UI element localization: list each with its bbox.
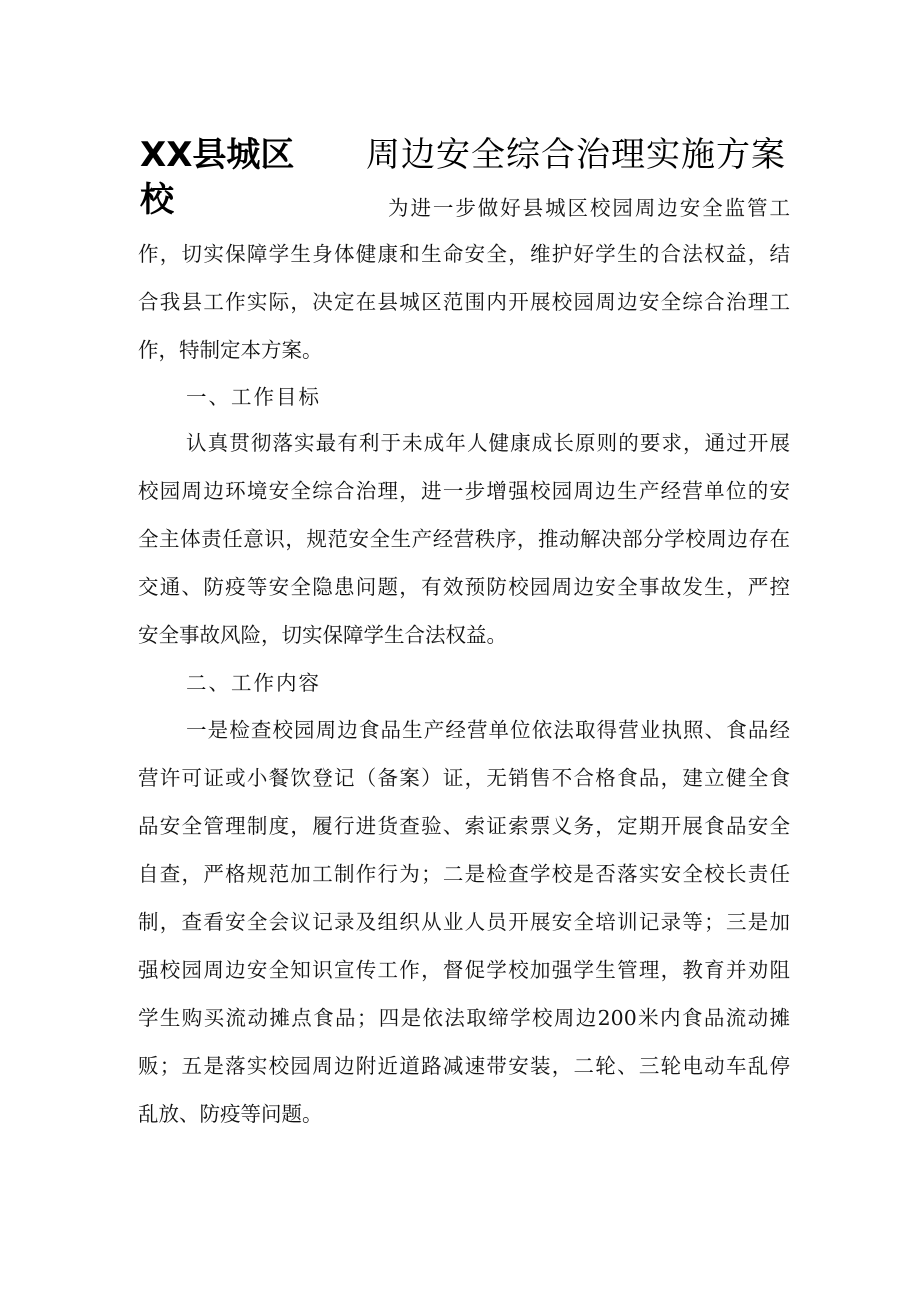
goals-line: 认真贯彻落实最有利于未成年人健康成长原则的要求，通过开展 xyxy=(186,431,790,455)
content-line: 制，查看安全会议记录及组织从业人员开展安全培训记录等；三是加 xyxy=(138,910,790,934)
section-heading-goals: 一、工作目标 xyxy=(186,385,321,409)
document-title-part-2: 周边安全综合治理实施方案 xyxy=(366,135,786,175)
content-line: 一是检查校园周边食品生产经营单位依法取得营业执照、食品经 xyxy=(186,718,790,742)
document-title-part-3: 校 xyxy=(140,180,174,220)
content-line: 贩；五是落实校园周边附近道路减速带安装，二轮、三轮电动车乱停 xyxy=(138,1054,790,1078)
intro-line: 作，切实保障学生身体健康和生命安全，维护好学生的合法权益，结 xyxy=(138,242,790,266)
section-heading-content: 二、工作内容 xyxy=(186,671,321,695)
content-line: 学生购买流动摊点食品；四是依法取缔学校周边200米内食品流动摊 xyxy=(138,1006,790,1030)
content-line: 品安全管理制度，履行进货查验、索证索票义务，定期开展食品安全 xyxy=(138,814,790,838)
intro-line: 为进一步做好县城区校园周边安全监管工 xyxy=(388,196,790,220)
content-line: 自查，严格规范加工制作行为；二是检查学校是否落实安全校长责任 xyxy=(138,862,790,886)
goals-line: 校园周边环境安全综合治理，进一步增强校园周边生产经营单位的安 xyxy=(138,479,790,503)
content-line: 乱放、防疫等问题。 xyxy=(138,1102,323,1126)
goals-line: 安全事故风险，切实保障学生合法权益。 xyxy=(138,623,507,647)
intro-line: 作，特制定本方案。 xyxy=(138,338,323,362)
goals-line: 全主体责任意识，规范安全生产经营秩序，推动解决部分学校周边存在 xyxy=(138,527,790,551)
content-line: 强校园周边安全知识宣传工作，督促学校加强学生管理，教育并劝阻 xyxy=(138,958,790,982)
content-line: 营许可证或小餐饮登记（备案）证，无销售不合格食品，建立健全食 xyxy=(138,766,790,790)
document-title-part-1: XX县城区 xyxy=(140,135,295,175)
goals-line: 交通、防疫等安全隐患问题，有效预防校园周边安全事故发生，严控 xyxy=(138,575,790,599)
intro-line: 合我县工作实际，决定在县城区范围内开展校园周边安全综合治理工 xyxy=(138,290,790,314)
